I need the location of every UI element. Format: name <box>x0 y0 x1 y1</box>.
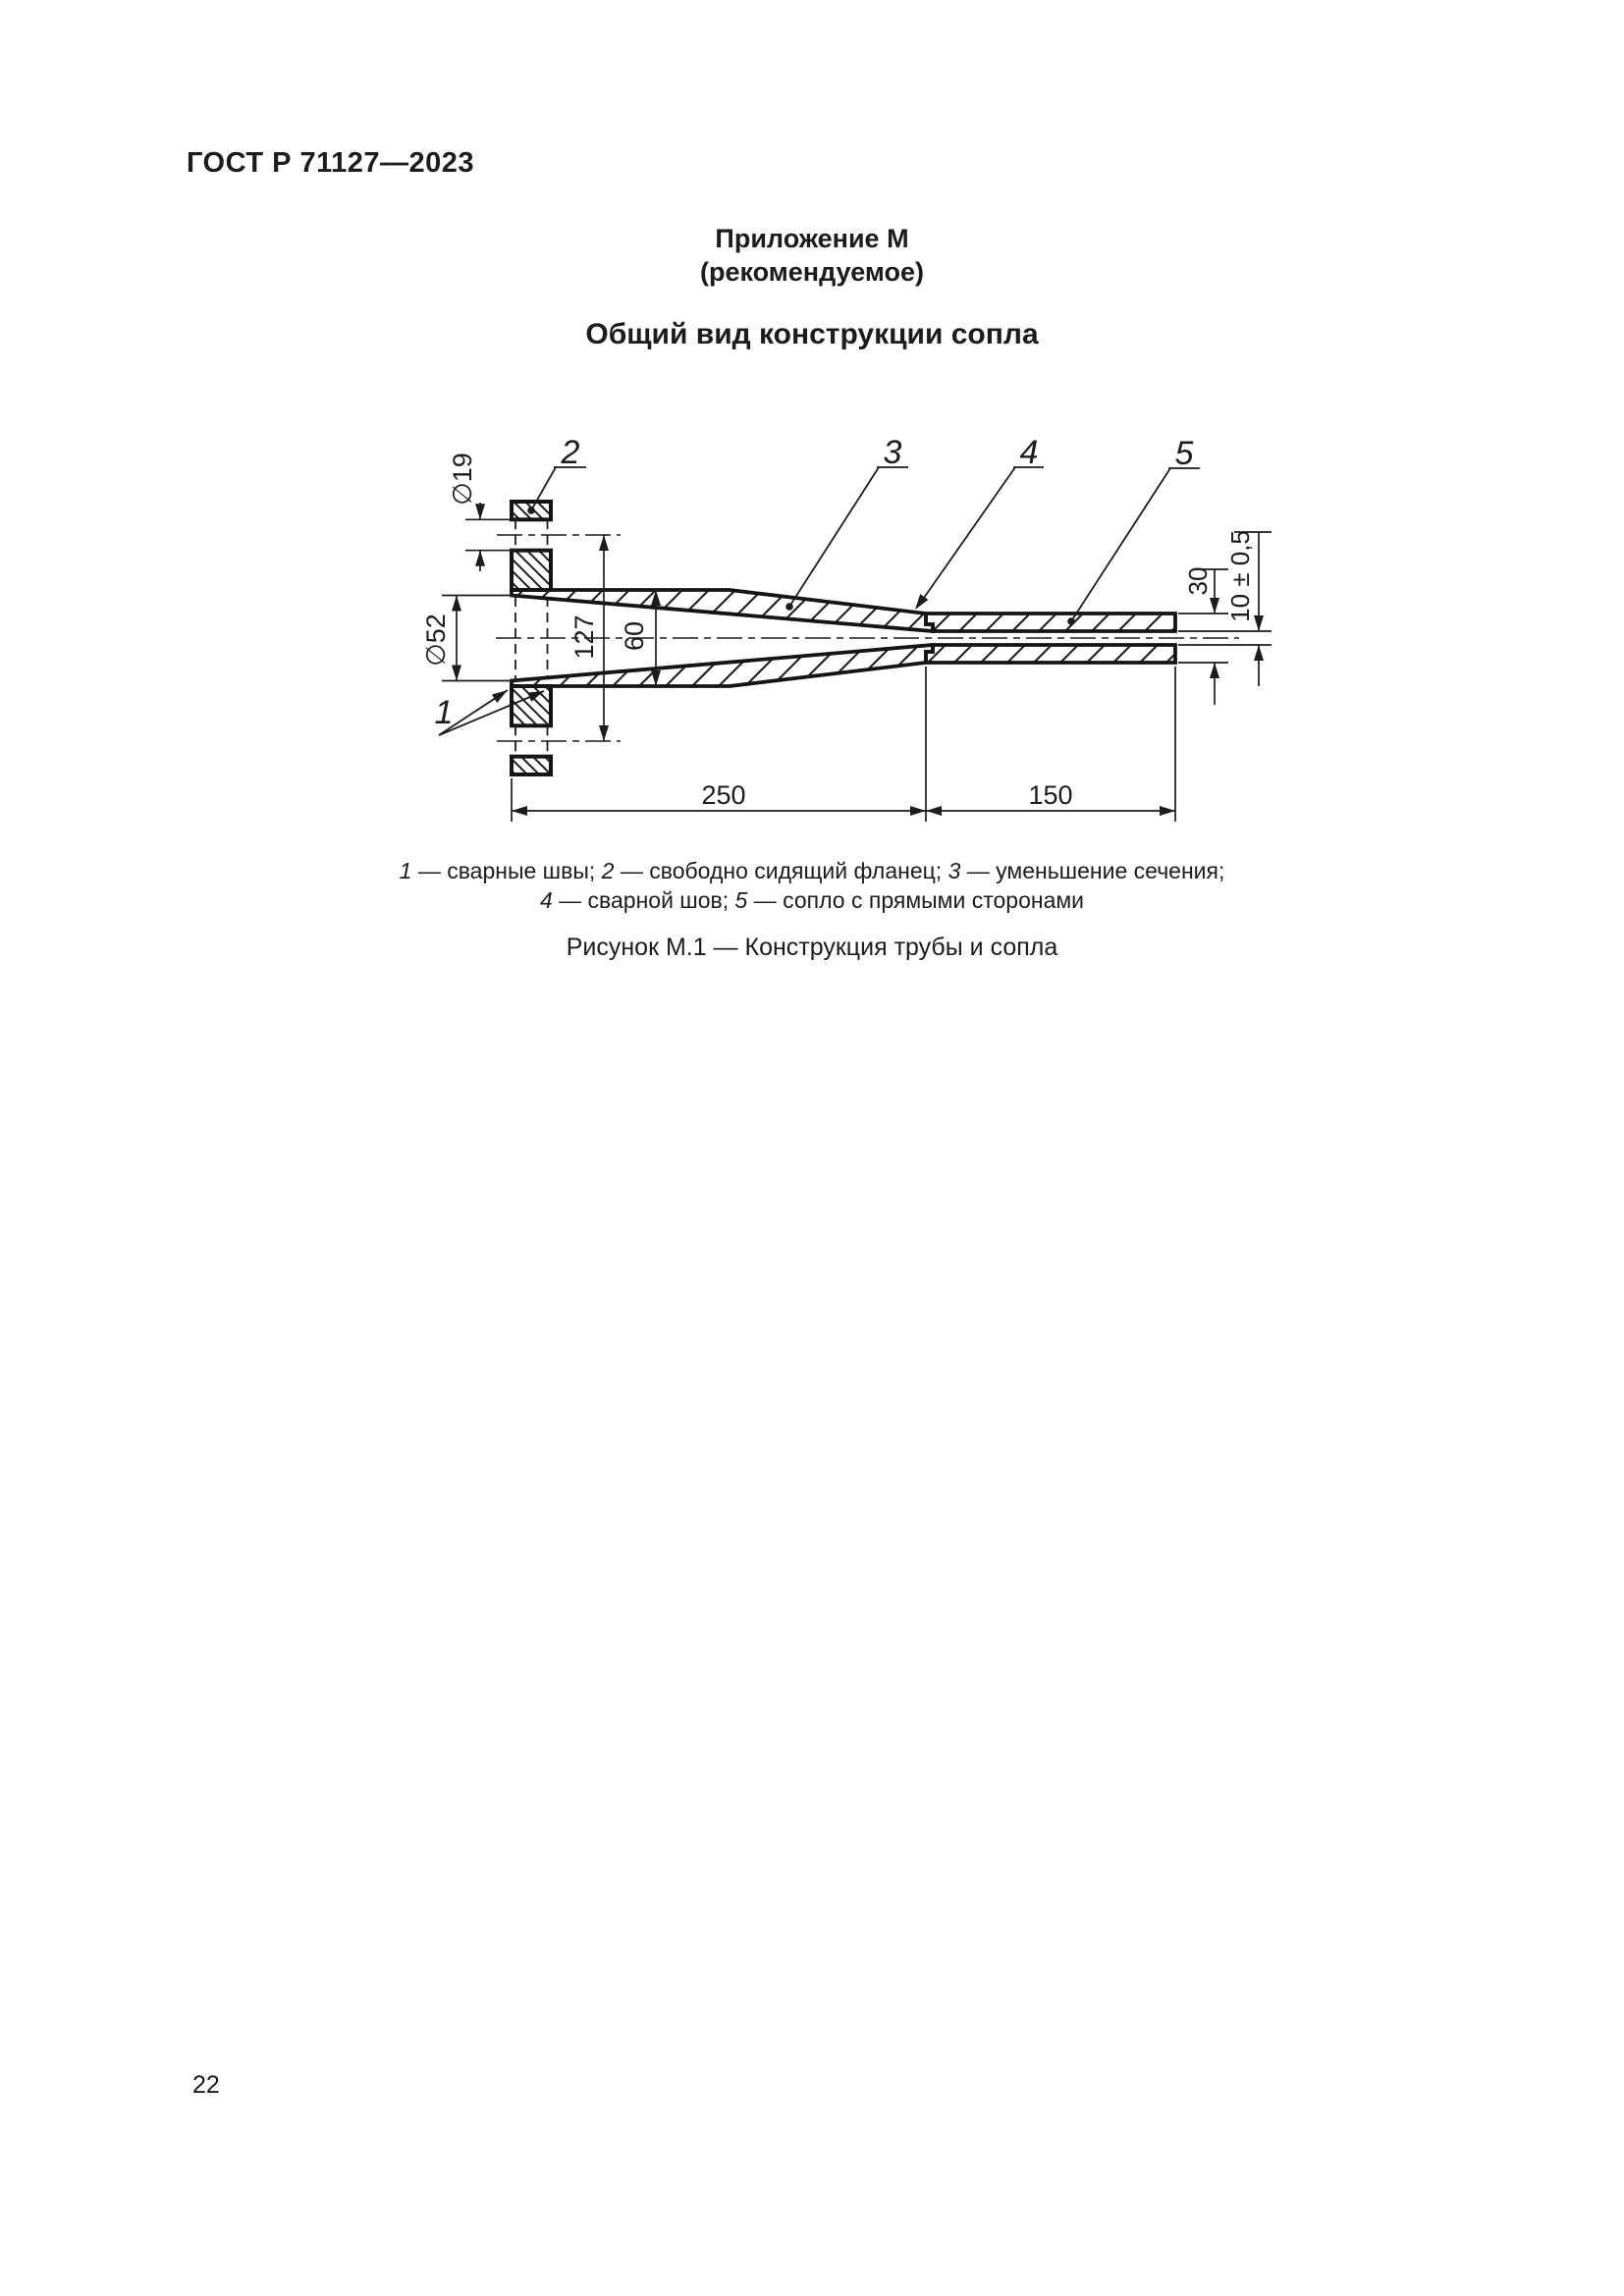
legend-text-5: — сопло с прямыми сторонами <box>747 887 1085 913</box>
legend-num-3: 3 <box>947 858 961 883</box>
legend-text-1: — сварные швы; <box>411 858 602 883</box>
figure-caption: Рисунок М.1 — Конструкция трубы и сопла <box>566 934 1058 961</box>
dim-nozzle-length: 150 <box>1028 780 1073 810</box>
legend-text-3: — уменьшение сечения; <box>960 858 1225 883</box>
appendix-title: Приложение М <box>715 224 909 253</box>
figure-legend-line1 <box>0 858 1624 884</box>
dim-inlet-bore-diameter: ∅52 <box>421 614 451 667</box>
page-number: 22 <box>192 2071 220 2099</box>
leader-5 <box>1071 468 1170 621</box>
flange-lower-block <box>512 686 551 725</box>
dim-nozzle-outer: 30 <box>1183 566 1213 596</box>
appendix-subtitle: (рекомендуемое) <box>700 257 924 287</box>
dim-bolt-circle: 127 <box>569 614 599 660</box>
figure-legend-line2 <box>0 887 1624 914</box>
leader-3 <box>789 467 879 607</box>
flange-bottom-ring <box>512 757 551 774</box>
figure-heading: Общий вид конструкции сопла <box>585 318 1039 350</box>
callout-5: 5 <box>1174 435 1194 472</box>
legend-num-1: 1 <box>399 858 412 883</box>
dim-inlet-outer: 60 <box>620 620 649 652</box>
nozzle-upper-wall <box>926 614 1175 631</box>
axis-lines <box>496 535 1239 741</box>
legend-num-5: 5 <box>734 887 748 913</box>
legend-text-4: — сварной шов; <box>552 887 735 913</box>
legend-num-4: 4 <box>539 887 553 913</box>
nozzle-lower-wall <box>926 645 1175 663</box>
callout-2: 2 <box>561 434 580 471</box>
dim-nozzle-bore: 10 ± 0,5 <box>1225 530 1255 622</box>
dim-cone-length: 250 <box>701 780 746 810</box>
callout-4: 4 <box>1019 434 1039 471</box>
dim-bolt-hole-diameter: ∅19 <box>448 453 477 506</box>
legend-text-2: — свободно сидящий фланец; <box>614 858 948 883</box>
callout-1: 1 <box>434 694 454 731</box>
legend-num-2: 2 <box>601 858 615 883</box>
standard-number: ГОСТ Р 71127—2023 <box>187 147 475 179</box>
flange-upper-block <box>512 551 551 590</box>
callout-3: 3 <box>883 434 902 471</box>
leader-4 <box>917 467 1015 608</box>
